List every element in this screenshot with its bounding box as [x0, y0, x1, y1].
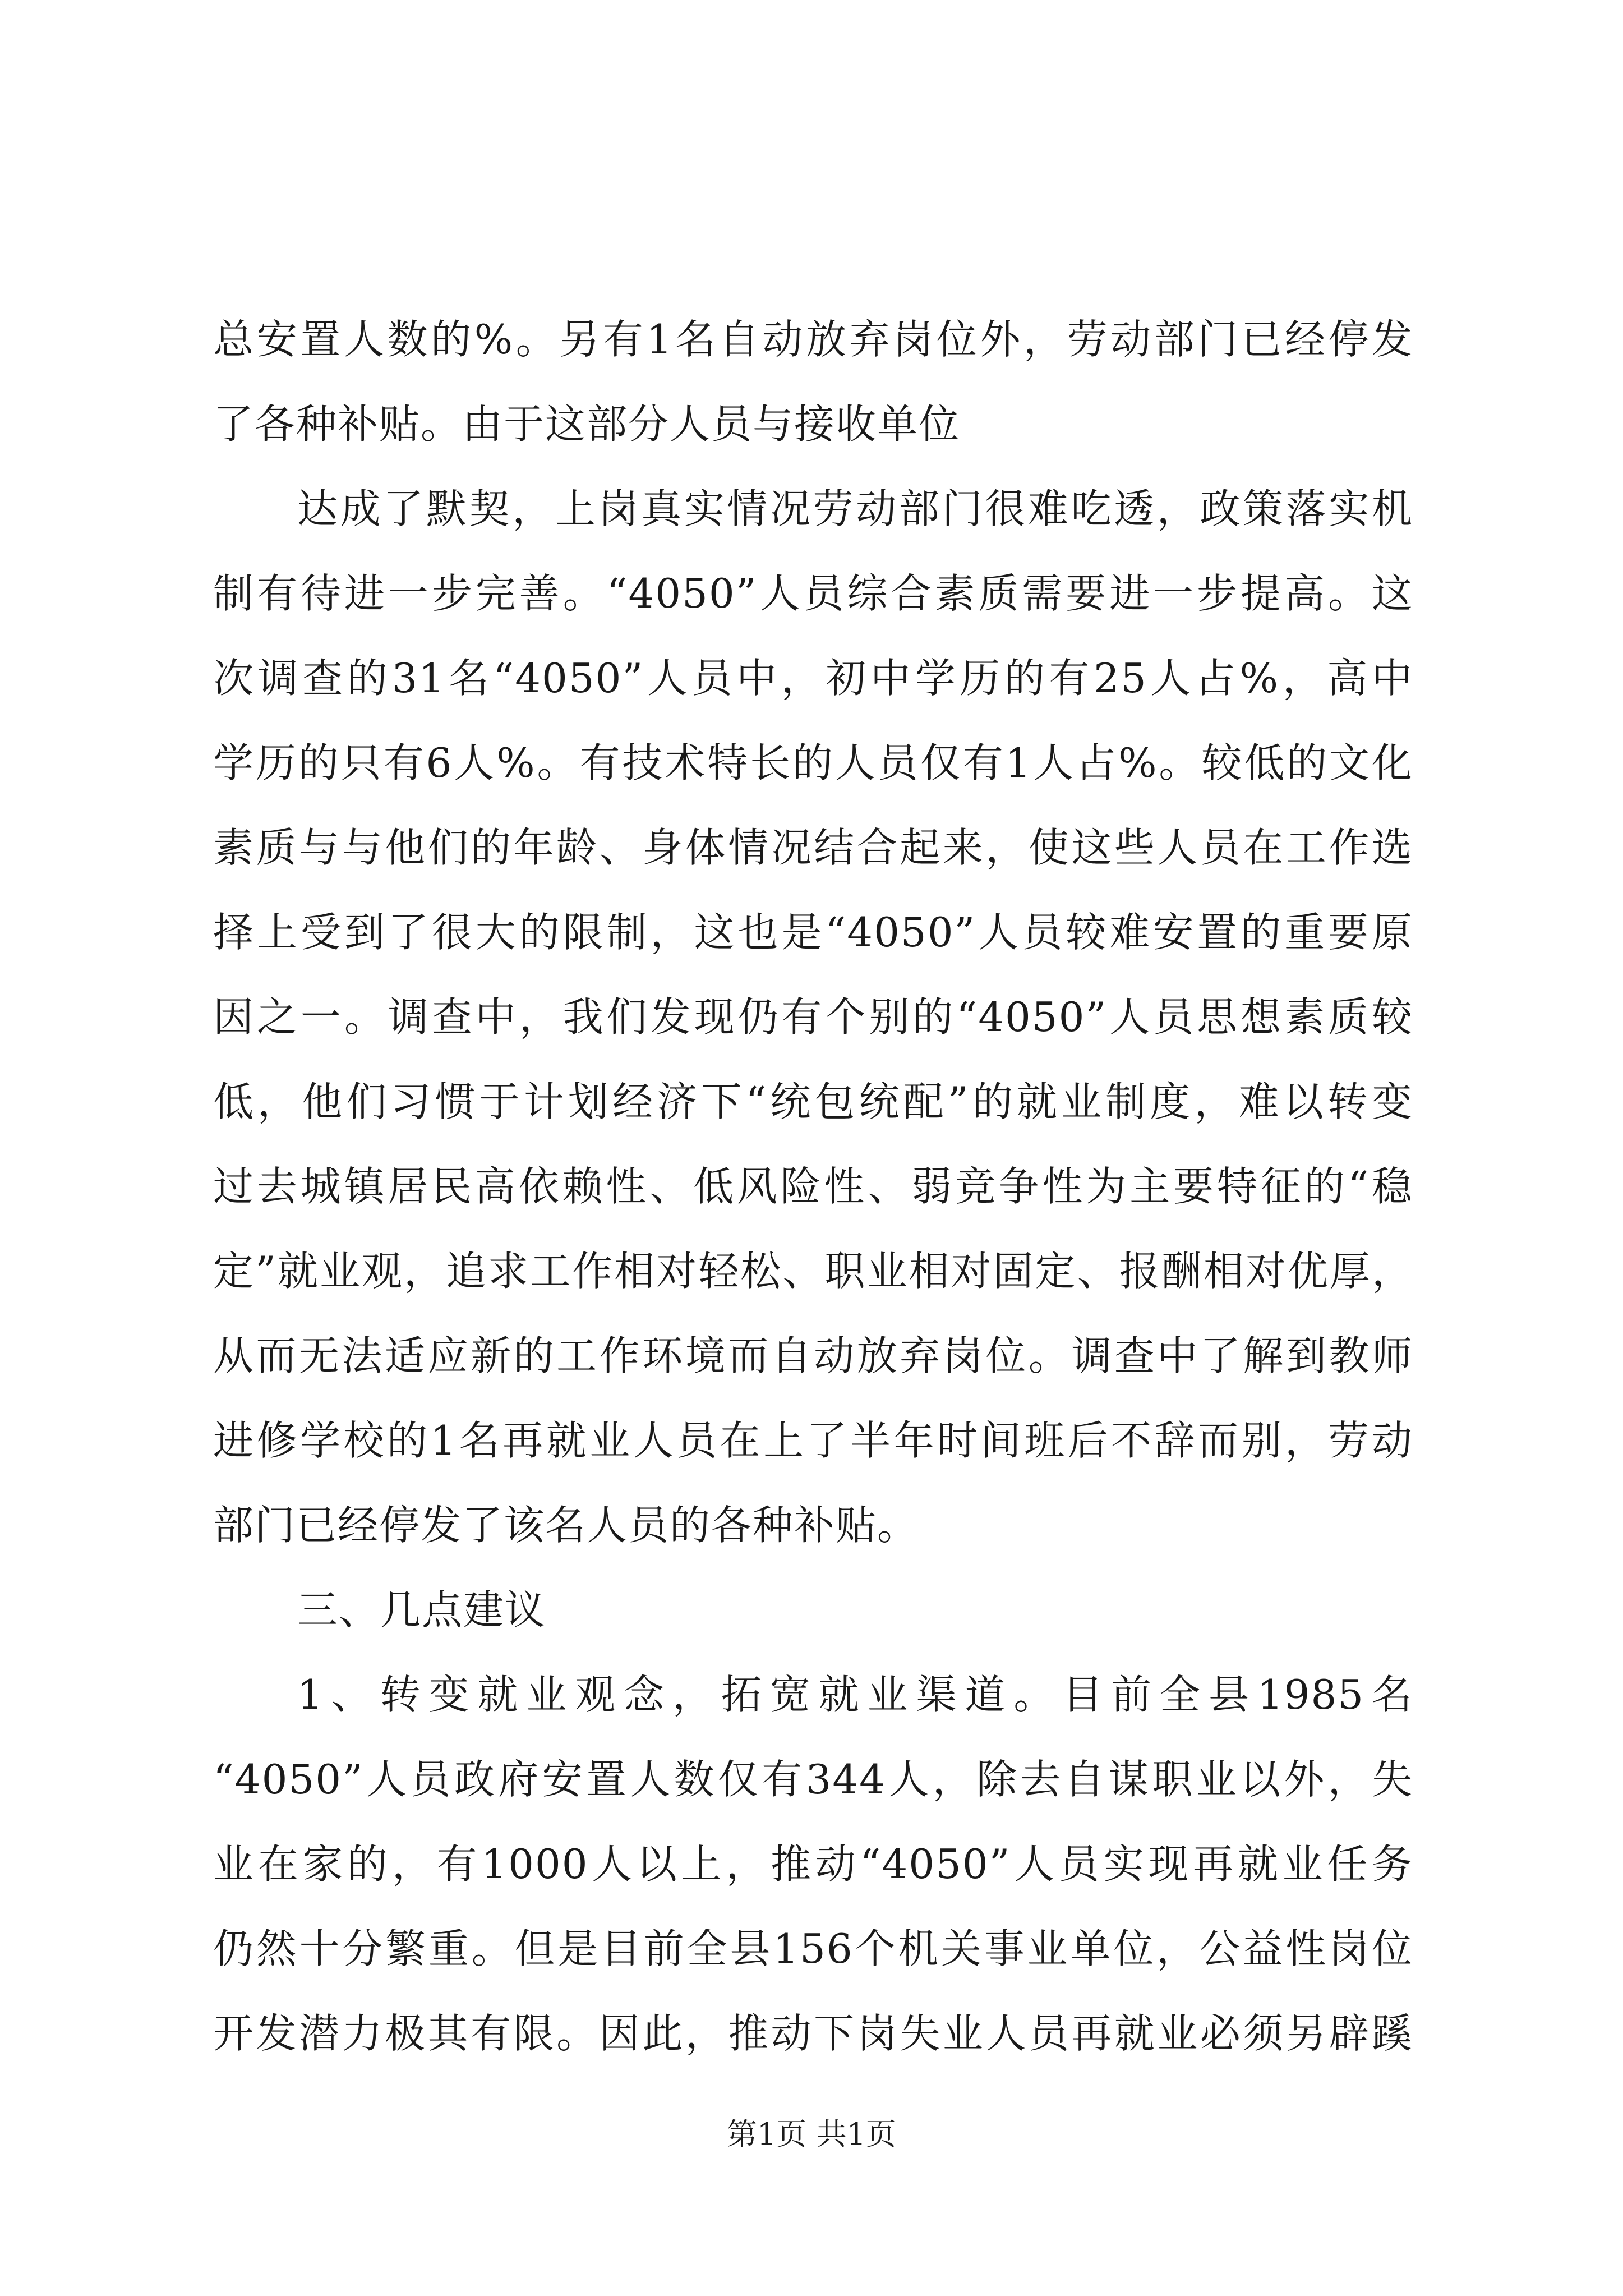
text-line: 因之一。调查中，我们发现仍有个别的“4050”人员思想素质较 [213, 993, 1413, 1041]
text-line: 达成了默契，上岗真实情况劳动部门很难吃透，政策落实机 [297, 485, 1413, 532]
text-line: 制有待进一步完善。“4050”人员综合素质需要进一步提高。这 [213, 570, 1413, 617]
text-line: 从而无法适应新的工作环境而自动放弃岗位。调查中了解到教师 [213, 1332, 1413, 1379]
text-line: 素质与与他们的年龄、身体情况结合起来，使这些人员在工作选 [213, 824, 1413, 871]
text-line: 了各种补贴。由于这部分人员与接收单位 [213, 401, 961, 448]
text-line: 业在家的，有1000人以上，推动“4050”人员实现再就业任务 [213, 1841, 1413, 1888]
text-line: 低，他们习惯于计划经济下“统包统配”的就业制度，难以转变 [213, 1078, 1413, 1125]
text-line: 总安置人数的%。另有1名自动放弃岗位外，劳动部门已经停发 [213, 316, 1413, 363]
text-line: 定”就业观，追求工作相对轻松、职业相对固定、报酬相对优厚， [213, 1248, 1413, 1295]
text-line: 过去城镇居民高依赖性、低风险性、弱竞争性为主要特征的“稳 [213, 1163, 1413, 1210]
text-line: 次调查的31名“4050”人员中，初中学历的有25人占%，高中 [213, 655, 1413, 702]
document-body [213, 297, 1413, 2076]
text-line: 1、转变就业观念，拓宽就业渠道。目前全县1985名 [297, 1671, 1413, 1718]
page-number-footer: 第1页 共1页 [727, 2116, 896, 2152]
text-line: 开发潜力极其有限。因此，推动下岗失业人员再就业必须另辟蹊 [213, 2010, 1413, 2057]
text-line: 学历的只有6人%。有技术特长的人员仅有1人占%。较低的文化 [213, 739, 1413, 786]
text-line: 择上受到了很大的限制，这也是“4050”人员较难安置的重要原 [213, 909, 1413, 956]
text-line: 进修学校的1名再就业人员在上了半年时间班后不辞而别，劳动 [213, 1417, 1413, 1464]
text-line: 仍然十分繁重。但是目前全县156个机关事业单位，公益性岗位 [213, 1925, 1413, 1972]
section-heading: 三、几点建议 [297, 1586, 547, 1634]
text-line: “4050”人员政府安置人数仅有344人，除去自谋职业以外，失 [213, 1756, 1413, 1803]
text-line: 部门已经停发了该名人员的各种补贴。 [213, 1502, 919, 1549]
